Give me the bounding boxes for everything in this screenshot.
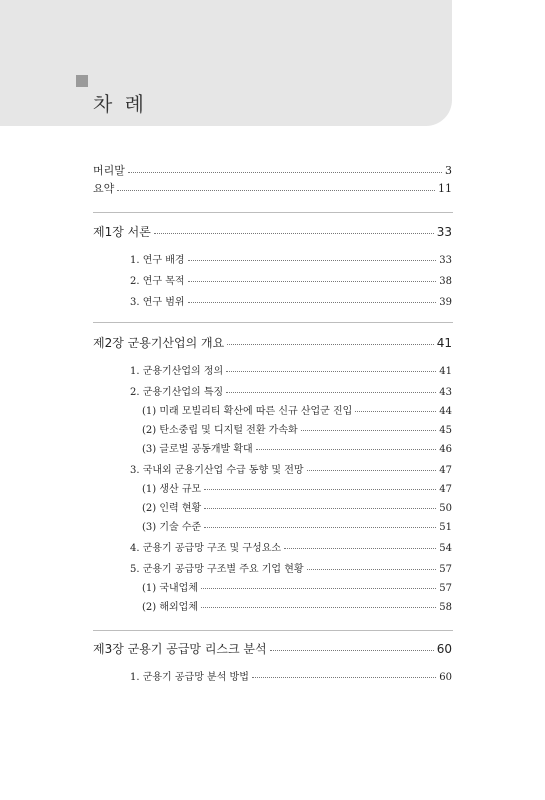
page-title: 차 례 (93, 92, 147, 116)
toc-entry-title: 2. 연구 목적 (130, 276, 185, 287)
toc-entry-title: (3) 기술 수준 (142, 522, 202, 533)
dot-leader (204, 527, 436, 528)
dot-leader (227, 344, 434, 345)
dot-leader (204, 489, 436, 490)
dot-leader (128, 172, 442, 173)
toc-subsection-entry[interactable] (142, 421, 452, 436)
toc-subsection-entry[interactable] (142, 579, 452, 594)
toc-section-entry[interactable] (130, 251, 452, 266)
toc-entry-title: 4. 군용기 공급망 구조 및 구성요소 (130, 543, 282, 554)
toc-section-entry[interactable] (130, 293, 452, 308)
toc-entry-title: 제2장 군용기산업의 개요 (93, 336, 225, 350)
toc-chapter-heading[interactable] (93, 223, 452, 240)
dot-leader (226, 392, 436, 393)
dot-leader (307, 470, 437, 471)
toc-entry-title: (1) 국내업체 (142, 583, 198, 594)
toc-entry-page: 3 (445, 164, 452, 177)
toc-front-entry[interactable] (93, 180, 452, 196)
toc-section-entry[interactable] (130, 461, 452, 476)
toc-entry-page: 47 (439, 484, 452, 495)
dot-leader (117, 190, 435, 191)
toc-entry-page: 39 (439, 297, 452, 308)
toc-front-entry[interactable] (93, 162, 452, 178)
dot-leader (226, 371, 436, 372)
toc-entry-title: (2) 인력 현황 (142, 503, 202, 514)
toc-section-entry[interactable] (130, 362, 452, 377)
dot-leader (252, 677, 436, 678)
toc-entry-page: 58 (439, 602, 452, 613)
toc-section-entry[interactable] (130, 668, 452, 683)
toc-entry-title: 1. 군용기산업의 정의 (130, 366, 224, 377)
dot-leader (201, 588, 436, 589)
toc-subsection-entry[interactable] (142, 499, 452, 514)
toc-entry-page: 41 (436, 336, 452, 350)
toc-entry-title: (1) 생산 규모 (142, 484, 202, 495)
toc-entry-page: 57 (439, 583, 452, 594)
toc-section-entry[interactable] (130, 272, 452, 287)
toc-chapter-heading[interactable] (93, 640, 452, 657)
toc-entry-title: 1. 연구 배경 (130, 255, 185, 266)
dot-leader (188, 260, 437, 261)
dot-leader (284, 548, 436, 549)
toc-entry-page: 44 (439, 406, 452, 417)
toc-entry-page: 47 (439, 465, 452, 476)
toc-chapter-heading[interactable] (93, 334, 452, 351)
toc-section-entry[interactable] (130, 383, 452, 398)
dot-leader (154, 233, 434, 234)
dot-leader (204, 508, 436, 509)
toc-entry-title: 제1장 서론 (93, 225, 151, 239)
toc-entry-page: 41 (439, 366, 452, 377)
dot-leader (201, 607, 436, 608)
toc-entry-page: 57 (439, 564, 452, 575)
toc-entry-page: 38 (439, 276, 452, 287)
toc-entry-page: 60 (436, 642, 452, 656)
toc-entry-title: 제3장 군용기 공급망 리스크 분석 (93, 642, 267, 656)
dot-leader (188, 281, 437, 282)
toc-entry-page: 54 (439, 543, 452, 554)
dot-leader (256, 449, 437, 450)
toc-subsection-entry[interactable] (142, 518, 452, 533)
toc-entry-title: 1. 군용기 공급망 분석 방법 (130, 672, 249, 683)
toc-entry-title: (1) 미래 모빌리티 확산에 따른 신규 산업군 진입 (142, 406, 353, 417)
toc-subsection-entry[interactable] (142, 480, 452, 495)
toc-entry-title: (2) 해외업체 (142, 602, 198, 613)
toc-entry-page: 33 (436, 225, 452, 239)
dot-leader (301, 430, 437, 431)
toc-entry-title: (2) 탄소중립 및 디지털 전환 가속화 (142, 425, 298, 436)
toc-section-entry[interactable] (130, 539, 452, 554)
toc-entry-title: 2. 군용기산업의 특징 (130, 387, 224, 398)
toc-entry-title: 머리말 (93, 164, 125, 177)
toc-entry-page: 11 (438, 182, 452, 195)
toc-entry-title: 3. 연구 범위 (130, 297, 185, 308)
toc-subsection-entry[interactable] (142, 402, 452, 417)
toc-entry-page: 60 (439, 672, 452, 683)
dot-leader (307, 569, 437, 570)
toc-section-entry[interactable] (130, 560, 452, 575)
toc-entry-page: 45 (439, 425, 452, 436)
dot-leader (355, 411, 436, 412)
toc-entry-title: 5. 군용기 공급망 구조별 주요 기업 현황 (130, 564, 304, 575)
dot-leader (188, 302, 437, 303)
dot-leader (270, 650, 434, 651)
toc-entry-page: 33 (439, 255, 452, 266)
toc-entry-page: 51 (439, 522, 452, 533)
toc-entry-page: 43 (439, 387, 452, 398)
toc-subsection-entry[interactable] (142, 440, 452, 455)
toc-subsection-entry[interactable] (142, 598, 452, 613)
toc-entry-title: (3) 글로벌 공동개발 확대 (142, 444, 253, 455)
toc-entry-title: 요약 (93, 182, 115, 195)
toc-entry-page: 46 (439, 444, 452, 455)
toc-entry-title: 3. 국내외 군용기산업 수급 동향 및 전망 (130, 465, 304, 476)
toc-entry-page: 50 (439, 503, 452, 514)
